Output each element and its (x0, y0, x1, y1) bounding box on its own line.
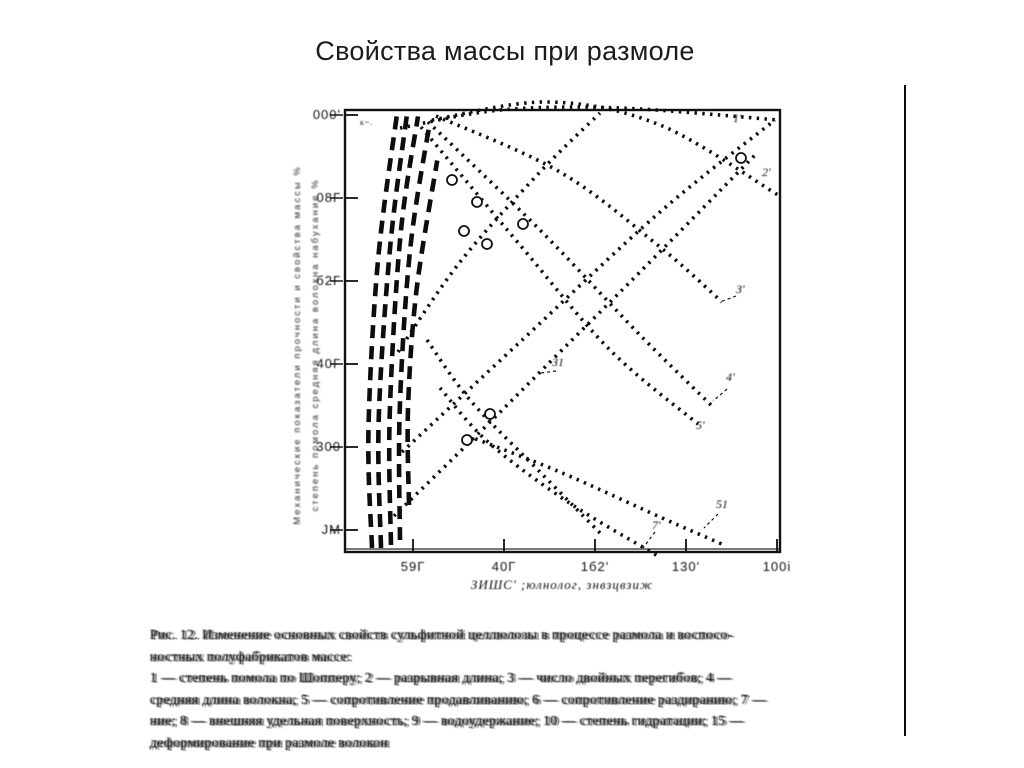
caption-line: средняя длина волокна; 5 — сопротивление продавливанию; 6 — сопротивление раздиранию; 7 — (150, 692, 767, 708)
data-curves (366, 102, 778, 556)
x-tick-label: 130' (671, 559, 701, 574)
caption-line: деформирование при размоле волокон (150, 735, 389, 751)
x-axis-tick-labels (401, 559, 792, 574)
x-tick-label: 40Г (491, 559, 517, 574)
series-curve-4 (428, 122, 712, 406)
series-curve-16 (394, 152, 758, 516)
slide-title: Свойства массы при размоле (315, 36, 695, 66)
series-asc-a (398, 113, 600, 352)
curve-label-З': З' (736, 282, 745, 296)
series-curve-7 (440, 388, 658, 556)
inner-note: к~. (360, 118, 374, 127)
data-point-circle (518, 219, 528, 229)
data-point-circle (482, 239, 492, 249)
data-point-circle (459, 226, 469, 236)
data-point-circle (472, 197, 482, 207)
data-point-circle (736, 153, 746, 163)
curve-label-7': 7' (652, 518, 661, 532)
curve-label-2': 2' (762, 165, 771, 179)
caption-line: 1 — степень помола по Шопперу; 2 — разрывная длина; 3 — число двойных перегибов; 4 — (150, 671, 732, 687)
caption-line: ностных полуфабрикатов массе: (150, 649, 352, 665)
caption-line: Рис. 12. Изменение основных свойств сульфитной целлюлозы в процессе размола и воспосо- (150, 628, 733, 643)
curve-label-4': 4' (726, 370, 735, 384)
y-tick-label: 08Г (316, 190, 341, 205)
y-tick-label: 300 (316, 439, 341, 454)
x-tick-label: 1б2' (580, 559, 610, 574)
x-axis-title: ЗИШС' ;юлнолог, знвзцвзиж (470, 577, 654, 592)
y-tick-label: ЈМ (321, 522, 341, 537)
curve-label-5': 5' (696, 418, 705, 432)
y-axis-title-line1: Механические показатели прочности и свойства массы % (292, 165, 303, 525)
series-curve-15 (468, 436, 724, 545)
figure-caption (150, 625, 912, 755)
curve-label-З1: З1 (552, 355, 564, 369)
y-axis-title-line2: степень помола средняя длина волокна набухание % (310, 178, 321, 512)
curve-label-1': 1' (733, 111, 742, 125)
y-tick-label: 40Г (316, 356, 341, 371)
series-curve-3 (436, 116, 722, 302)
data-point-circle (485, 409, 495, 419)
data-point-circle (462, 435, 472, 445)
y-tick-label: 000' (312, 107, 341, 122)
series-bundle-5 (406, 160, 437, 505)
x-tick-label: 59Г (400, 559, 426, 574)
data-point-circle (447, 175, 457, 185)
x-tick-label: 100i (762, 559, 792, 574)
series-curve-5 (421, 127, 698, 424)
slide-vertical-divider-line (904, 85, 906, 736)
caption-line: ние; 8 — внешняя удельная поверхность; 9 — водоудержание; 10 — степень гидратации; 15 — (150, 714, 744, 730)
curve-label-51: 51 (716, 497, 728, 511)
y-tick-label: б2Г (316, 273, 341, 288)
